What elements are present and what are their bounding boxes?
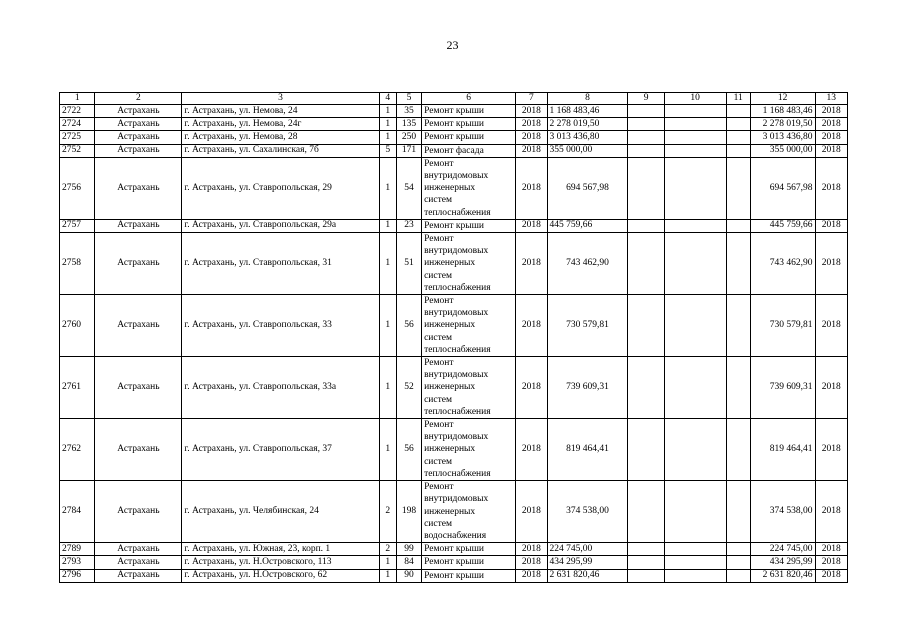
cell-total: 2 278 019,50 bbox=[750, 118, 815, 131]
cell-id: 2784 bbox=[60, 481, 95, 543]
work-type-line: внутридомовых bbox=[424, 171, 489, 182]
cell-id: 2725 bbox=[60, 131, 95, 144]
cell-col4: 5 bbox=[379, 144, 396, 157]
cell-cost: 224 745,00 bbox=[547, 543, 628, 556]
cell-cost: 739 609,31 bbox=[547, 357, 628, 419]
work-type-line: систем bbox=[424, 518, 452, 529]
cell-city: Астрахань bbox=[95, 105, 182, 118]
cell-col9 bbox=[628, 144, 664, 157]
cell-col9 bbox=[628, 419, 664, 481]
cell-work-type bbox=[422, 481, 516, 543]
cell-col4: 1 bbox=[379, 157, 396, 219]
cell-year: 2018 bbox=[516, 295, 547, 357]
work-type-line: Ремонт bbox=[424, 158, 454, 169]
cell-col11 bbox=[726, 569, 750, 582]
work-type-line: систем bbox=[424, 270, 452, 281]
cell-col5: 99 bbox=[396, 543, 421, 556]
work-type-line: Ремонт bbox=[424, 234, 454, 245]
cell-address: г. Астрахань, ул. Немова, 28 bbox=[182, 131, 379, 144]
cell-col10 bbox=[664, 569, 726, 582]
cell-col4: 1 bbox=[379, 118, 396, 131]
cell-address: г. Астрахань, ул. Немова, 24г bbox=[182, 118, 379, 131]
cell-cost: 819 464,41 bbox=[547, 419, 628, 481]
cell-col10 bbox=[664, 131, 726, 144]
cell-total: 730 579,81 bbox=[750, 295, 815, 357]
cell-city: Астрахань bbox=[95, 144, 182, 157]
cell-total: 224 745,00 bbox=[750, 543, 815, 556]
table-row bbox=[60, 118, 848, 131]
cell-year: 2018 bbox=[516, 219, 547, 232]
work-type-line: внутридомовых bbox=[424, 370, 489, 381]
cell-id: 2724 bbox=[60, 118, 95, 131]
cell-col5: 56 bbox=[396, 295, 421, 357]
work-type-line: водоснабжения bbox=[424, 530, 487, 541]
cell-id: 2758 bbox=[60, 233, 95, 295]
table-row bbox=[60, 357, 848, 419]
work-type-line: Ремонт крыши bbox=[424, 132, 484, 143]
cell-address: г. Астрахань, ул. Н.Островского, 62 bbox=[182, 569, 379, 582]
cell-col5: 90 bbox=[396, 569, 421, 582]
cell-year-end: 2018 bbox=[815, 357, 847, 419]
cell-city: Астрахань bbox=[95, 295, 182, 357]
cell-col5: 23 bbox=[396, 219, 421, 232]
cell-col11 bbox=[726, 481, 750, 543]
cell-address: г. Астрахань, ул. Н.Островского, 113 bbox=[182, 556, 379, 569]
cell-work-type bbox=[422, 419, 516, 481]
cell-year: 2018 bbox=[516, 118, 547, 131]
cell-address: г. Астрахань, ул. Немова, 24 bbox=[182, 105, 379, 118]
cell-col10 bbox=[664, 357, 726, 419]
cell-address: г. Астрахань, ул. Сахалинская, 7б bbox=[182, 144, 379, 157]
cell-cost: 730 579,81 bbox=[547, 295, 628, 357]
cell-id: 2796 bbox=[60, 569, 95, 582]
cell-cost: 445 759,66 bbox=[547, 219, 628, 232]
cell-work-type bbox=[422, 219, 516, 232]
cell-col10 bbox=[664, 118, 726, 131]
work-type-line: Ремонт крыши bbox=[424, 106, 484, 116]
cell-col11 bbox=[726, 131, 750, 144]
column-header: 8 bbox=[547, 93, 628, 105]
column-header: 5 bbox=[396, 93, 421, 105]
cell-id: 2761 bbox=[60, 357, 95, 419]
cell-work-type bbox=[422, 105, 516, 118]
cell-col9 bbox=[628, 219, 664, 232]
cell-work-type bbox=[422, 556, 516, 569]
cell-cost: 434 295,99 bbox=[547, 556, 628, 569]
cell-col11 bbox=[726, 295, 750, 357]
cell-col4: 1 bbox=[379, 233, 396, 295]
cell-col9 bbox=[628, 131, 664, 144]
work-type-line: инженерных bbox=[424, 444, 476, 455]
cell-col4: 1 bbox=[379, 357, 396, 419]
cell-year-end: 2018 bbox=[815, 295, 847, 357]
cell-col11 bbox=[726, 556, 750, 569]
table-row bbox=[60, 105, 848, 118]
cell-city: Астрахань bbox=[95, 131, 182, 144]
table-row bbox=[60, 543, 848, 556]
cell-col10 bbox=[664, 157, 726, 219]
cell-id: 2793 bbox=[60, 556, 95, 569]
work-type-line: Ремонт bbox=[424, 420, 454, 431]
cell-work-type bbox=[422, 118, 516, 131]
cell-year-end: 2018 bbox=[815, 157, 847, 219]
work-type-line: теплоснабжения bbox=[424, 406, 491, 417]
cell-work-type bbox=[422, 543, 516, 556]
cell-address: г. Астрахань, ул. Ставропольская, 33а bbox=[182, 357, 379, 419]
cell-city: Астрахань bbox=[95, 118, 182, 131]
cell-city: Астрахань bbox=[95, 219, 182, 232]
cell-address: г. Астрахань, ул. Ставропольская, 29а bbox=[182, 219, 379, 232]
cell-col4: 2 bbox=[379, 543, 396, 556]
cell-cost: 2 631 820,46 bbox=[547, 569, 628, 582]
cell-year-end: 2018 bbox=[815, 419, 847, 481]
cell-col5: 56 bbox=[396, 419, 421, 481]
cell-col4: 1 bbox=[379, 219, 396, 232]
cell-cost: 694 567,98 bbox=[547, 157, 628, 219]
cell-cost: 3 013 436,80 bbox=[547, 131, 628, 144]
cell-col5: 52 bbox=[396, 357, 421, 419]
cell-year: 2018 bbox=[516, 131, 547, 144]
cell-id: 2757 bbox=[60, 219, 95, 232]
cell-city: Астрахань bbox=[95, 419, 182, 481]
cell-year: 2018 bbox=[516, 556, 547, 569]
work-type-line: инженерных bbox=[424, 258, 476, 269]
cell-id: 2756 bbox=[60, 157, 95, 219]
cell-city: Астрахань bbox=[95, 233, 182, 295]
cell-year-end: 2018 bbox=[815, 569, 847, 582]
cell-col10 bbox=[664, 419, 726, 481]
column-header: 3 bbox=[182, 93, 379, 105]
cell-col4: 1 bbox=[379, 131, 396, 144]
cell-address: г. Астрахань, ул. Ставропольская, 29 bbox=[182, 157, 379, 219]
cell-work-type bbox=[422, 295, 516, 357]
cell-total: 819 464,41 bbox=[750, 419, 815, 481]
work-type-line: Ремонт bbox=[424, 358, 454, 369]
cell-year: 2018 bbox=[516, 233, 547, 295]
work-type-line: теплоснабжения bbox=[424, 344, 491, 355]
table-row bbox=[60, 219, 848, 232]
cell-address: г. Астрахань, ул. Южная, 23, корп. 1 bbox=[182, 543, 379, 556]
cell-cost: 374 538,00 bbox=[547, 481, 628, 543]
work-type-line: внутридомовых bbox=[424, 308, 489, 319]
table-body bbox=[60, 93, 848, 583]
cell-col5: 84 bbox=[396, 556, 421, 569]
cell-col5: 198 bbox=[396, 481, 421, 543]
cell-year: 2018 bbox=[516, 419, 547, 481]
cell-cost: 1 168 483,46 bbox=[547, 105, 628, 118]
cell-col5: 250 bbox=[396, 131, 421, 144]
cell-address: г. Астрахань, ул. Ставропольская, 33 bbox=[182, 295, 379, 357]
cell-total: 694 567,98 bbox=[750, 157, 815, 219]
cell-year-end: 2018 bbox=[815, 144, 847, 157]
cell-col9 bbox=[628, 543, 664, 556]
cell-col10 bbox=[664, 295, 726, 357]
column-header: 2 bbox=[95, 93, 182, 105]
work-type-line: внутридомовых bbox=[424, 494, 489, 505]
work-type-line: Ремонт фасада bbox=[424, 145, 484, 156]
cell-col11 bbox=[726, 105, 750, 118]
cell-work-type bbox=[422, 569, 516, 582]
cell-year-end: 2018 bbox=[815, 233, 847, 295]
cell-col5: 135 bbox=[396, 118, 421, 131]
cell-city: Астрахань bbox=[95, 481, 182, 543]
cell-year: 2018 bbox=[516, 543, 547, 556]
cell-col4: 1 bbox=[379, 556, 396, 569]
cell-col9 bbox=[628, 569, 664, 582]
cell-city: Астрахань bbox=[95, 157, 182, 219]
work-type-line: Ремонт крыши bbox=[424, 557, 484, 568]
cell-work-type bbox=[422, 233, 516, 295]
column-header: 12 bbox=[750, 93, 815, 105]
cell-col9 bbox=[628, 105, 664, 118]
cell-col11 bbox=[726, 144, 750, 157]
work-type-line: инженерных bbox=[424, 320, 476, 331]
work-type-line: теплоснабжения bbox=[424, 282, 491, 293]
cell-col10 bbox=[664, 556, 726, 569]
cell-id: 2760 bbox=[60, 295, 95, 357]
work-type-line: инженерных bbox=[424, 506, 476, 517]
cell-col5: 54 bbox=[396, 157, 421, 219]
cell-year-end: 2018 bbox=[815, 105, 847, 118]
work-type-line: Ремонт bbox=[424, 482, 454, 493]
column-header: 1 bbox=[60, 93, 95, 105]
cell-total: 743 462,90 bbox=[750, 233, 815, 295]
cell-col9 bbox=[628, 233, 664, 295]
cell-city: Астрахань bbox=[95, 357, 182, 419]
cell-cost: 355 000,00 bbox=[547, 144, 628, 157]
cell-address: г. Астрахань, ул. Челябинская, 24 bbox=[182, 481, 379, 543]
work-type-line: внутридомовых bbox=[424, 246, 489, 257]
cell-city: Астрахань bbox=[95, 543, 182, 556]
work-type-line: систем bbox=[424, 195, 452, 206]
cell-year: 2018 bbox=[516, 481, 547, 543]
cell-total: 434 295,99 bbox=[750, 556, 815, 569]
cell-col9 bbox=[628, 118, 664, 131]
cell-year: 2018 bbox=[516, 105, 547, 118]
cell-id: 2762 bbox=[60, 419, 95, 481]
cell-id: 2789 bbox=[60, 543, 95, 556]
cell-address: г. Астрахань, ул. Ставропольская, 37 bbox=[182, 419, 379, 481]
cell-total: 374 538,00 bbox=[750, 481, 815, 543]
cell-col11 bbox=[726, 233, 750, 295]
cell-col11 bbox=[726, 419, 750, 481]
cell-col11 bbox=[726, 219, 750, 232]
work-type-line: инженерных bbox=[424, 183, 476, 194]
cell-total: 3 013 436,80 bbox=[750, 131, 815, 144]
cell-cost: 2 278 019,50 bbox=[547, 118, 628, 131]
cell-year: 2018 bbox=[516, 357, 547, 419]
cell-col10 bbox=[664, 233, 726, 295]
work-type-line: теплоснабжения bbox=[424, 207, 491, 218]
table-row bbox=[60, 556, 848, 569]
cell-id: 2752 bbox=[60, 144, 95, 157]
housing-repair-table bbox=[59, 92, 848, 583]
cell-col10 bbox=[664, 105, 726, 118]
work-type-line: внутридомовых bbox=[424, 432, 489, 443]
cell-year: 2018 bbox=[516, 144, 547, 157]
cell-col11 bbox=[726, 157, 750, 219]
column-header: 13 bbox=[815, 93, 847, 105]
cell-col4: 1 bbox=[379, 295, 396, 357]
cell-work-type bbox=[422, 157, 516, 219]
work-type-line: Ремонт крыши bbox=[424, 119, 484, 130]
page-number: 23 bbox=[446, 38, 459, 52]
cell-col11 bbox=[726, 357, 750, 419]
cell-year-end: 2018 bbox=[815, 481, 847, 543]
work-type-line: Ремонт крыши bbox=[424, 544, 484, 555]
cell-address: г. Астрахань, ул. Ставропольская, 31 bbox=[182, 233, 379, 295]
cell-work-type bbox=[422, 131, 516, 144]
cell-year-end: 2018 bbox=[815, 118, 847, 131]
cell-col5: 35 bbox=[396, 105, 421, 118]
table-row bbox=[60, 295, 848, 357]
cell-year-end: 2018 bbox=[815, 219, 847, 232]
cell-col4: 2 bbox=[379, 481, 396, 543]
work-type-line: Ремонт крыши bbox=[424, 570, 484, 581]
table-row bbox=[60, 131, 848, 144]
table-row bbox=[60, 157, 848, 219]
cell-col4: 1 bbox=[379, 105, 396, 118]
column-header: 10 bbox=[664, 93, 726, 105]
cell-col9 bbox=[628, 357, 664, 419]
cell-col9 bbox=[628, 295, 664, 357]
column-header: 11 bbox=[726, 93, 750, 105]
cell-total: 1 168 483,46 bbox=[750, 105, 815, 118]
cell-col10 bbox=[664, 219, 726, 232]
work-type-line: Ремонт крыши bbox=[424, 220, 484, 231]
work-type-line: систем bbox=[424, 332, 452, 343]
cell-year-end: 2018 bbox=[815, 131, 847, 144]
cell-col11 bbox=[726, 118, 750, 131]
work-type-line: систем bbox=[424, 456, 452, 467]
cell-col9 bbox=[628, 481, 664, 543]
column-header: 7 bbox=[516, 93, 547, 105]
cell-col11 bbox=[726, 543, 750, 556]
cell-total: 2 631 820,46 bbox=[750, 569, 815, 582]
table-row bbox=[60, 233, 848, 295]
cell-id: 2722 bbox=[60, 105, 95, 118]
cell-year-end: 2018 bbox=[815, 543, 847, 556]
work-type-line: теплоснабжения bbox=[424, 468, 491, 479]
cell-total: 445 759,66 bbox=[750, 219, 815, 232]
cell-work-type bbox=[422, 144, 516, 157]
cell-total: 355 000,00 bbox=[750, 144, 815, 157]
cell-col10 bbox=[664, 144, 726, 157]
column-header: 4 bbox=[379, 93, 396, 105]
table-row bbox=[60, 419, 848, 481]
cell-col4: 1 bbox=[379, 569, 396, 582]
table-row bbox=[60, 144, 848, 157]
cell-col10 bbox=[664, 543, 726, 556]
table-header-row bbox=[60, 93, 848, 105]
cell-col9 bbox=[628, 157, 664, 219]
cell-total: 739 609,31 bbox=[750, 357, 815, 419]
cell-city: Астрахань bbox=[95, 556, 182, 569]
cell-year: 2018 bbox=[516, 157, 547, 219]
cell-col5: 171 bbox=[396, 144, 421, 157]
column-header: 9 bbox=[628, 93, 664, 105]
cell-year-end: 2018 bbox=[815, 556, 847, 569]
cell-cost: 743 462,90 bbox=[547, 233, 628, 295]
cell-year: 2018 bbox=[516, 569, 547, 582]
column-header: 6 bbox=[422, 93, 516, 105]
work-type-line: систем bbox=[424, 394, 452, 405]
cell-col4: 1 bbox=[379, 419, 396, 481]
cell-col5: 51 bbox=[396, 233, 421, 295]
table-row bbox=[60, 569, 848, 582]
cell-col10 bbox=[664, 481, 726, 543]
table-row bbox=[60, 481, 848, 543]
work-type-line: Ремонт bbox=[424, 296, 454, 307]
cell-city: Астрахань bbox=[95, 569, 182, 582]
work-type-line: инженерных bbox=[424, 382, 476, 393]
cell-work-type bbox=[422, 357, 516, 419]
cell-col9 bbox=[628, 556, 664, 569]
